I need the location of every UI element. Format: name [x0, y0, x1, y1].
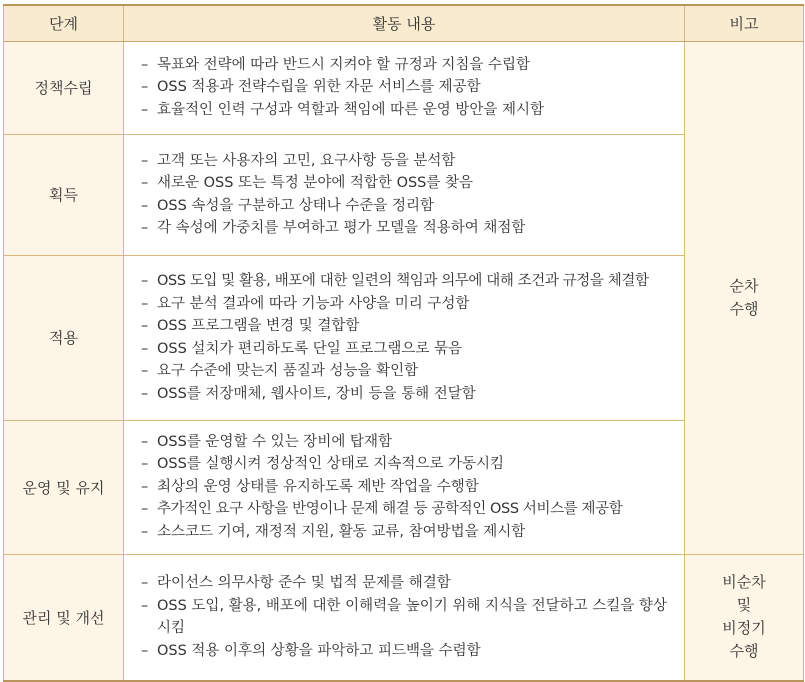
- activity-cell: [124, 134, 685, 255]
- table-row: [4, 554, 804, 681]
- activity-list: [141, 431, 678, 544]
- stage-cell: 적용: [4, 255, 124, 420]
- note-line: 및: [736, 596, 752, 615]
- header-stage: 단계: [4, 5, 124, 41]
- stage-cell: 정책수립: [4, 41, 124, 134]
- note-line: 순차: [729, 276, 759, 295]
- activity-cell: [124, 420, 685, 554]
- note-line: 수행: [729, 642, 759, 661]
- activity-cell: [124, 255, 685, 420]
- activity-item: – 소스코드 기여, 재정적 지원, 활동 교류, 참여방법을 제시함: [141, 521, 678, 544]
- note-cell-non-sequential: [685, 554, 804, 681]
- activity-item: – OSS 적용 이후의 상황을 파악하고 피드백을 수렴함: [141, 640, 678, 663]
- activity-item: – 최상의 운영 상태를 유지하도록 제반 작업을 수행함: [141, 476, 678, 499]
- activity-item: – OSS를 저장매체, 웹사이트, 장비 등을 통해 전달함: [141, 383, 678, 406]
- table-row: [4, 255, 804, 420]
- activity-item: – 고객 또는 사용자의 고민, 요구사항 등을 분석함: [141, 150, 678, 173]
- note-cell-sequential: [685, 41, 804, 554]
- activity-item: – 효율적인 인력 구성과 역할과 책임에 따른 운영 방안을 제시함: [141, 99, 678, 122]
- note-line: 수행: [729, 299, 759, 318]
- activity-list: [141, 572, 678, 662]
- activity-item: – 요구 수준에 맞는지 품질과 성능을 확인함: [141, 360, 678, 383]
- activity-item: – OSS 속성을 구분하고 상태나 수준을 정리함: [141, 195, 678, 218]
- activity-item: – 요구 분석 결과에 따라 기능과 사양을 미리 구성함: [141, 293, 678, 316]
- activity-item: – OSS를 운영할 수 있는 장비에 탑재함: [141, 431, 678, 454]
- header-note: 비고: [685, 5, 804, 41]
- activity-item: – 새로운 OSS 또는 특정 분야에 적합한 OSS를 찾음: [141, 172, 678, 195]
- note-line: 비정기: [722, 619, 766, 638]
- activity-list: [141, 54, 678, 122]
- table-row: [4, 41, 804, 134]
- oss-activity-table: [3, 4, 804, 682]
- activity-item: – OSS 도입 및 활용, 배포에 대한 일련의 책임과 의무에 대해 조건과 규정을 체결함: [141, 270, 678, 293]
- activity-cell: [124, 554, 685, 681]
- table-row: [4, 134, 804, 255]
- stage-cell: 관리 및 개선: [4, 554, 124, 681]
- activity-cell: [124, 41, 685, 134]
- header-activity: 활동 내용: [124, 5, 685, 41]
- stage-cell: 운영 및 유지: [4, 420, 124, 554]
- activity-item: – 추가적인 요구 사항을 반영이나 문제 해결 등 공학적인 OSS 서비스를 제공함: [141, 498, 678, 521]
- activity-item: – OSS 적용과 전략수립을 위한 자문 서비스를 제공함: [141, 76, 678, 99]
- table-row: [4, 420, 804, 554]
- activity-item: – 목표와 전략에 따라 반드시 지켜야 할 규정과 지침을 수립함: [141, 54, 678, 77]
- activity-item: – OSS 프로그램을 변경 및 결합함: [141, 315, 678, 338]
- activity-item: – OSS 도입, 활용, 배포에 대한 이해력을 높이기 위해 지식을 전달하고 스킬을 향상시킴: [141, 595, 678, 640]
- activity-item: – OSS 설치가 편리하도록 단일 프로그램으로 묶음: [141, 338, 678, 361]
- activity-item: – 각 속성에 가중치를 부여하고 평가 모델을 적용하여 채점함: [141, 217, 678, 240]
- stage-cell: 획득: [4, 134, 124, 255]
- note-line: 비순차: [722, 573, 766, 592]
- activity-list: [141, 270, 678, 405]
- activity-item: – OSS를 실행시켜 정상적인 상태로 지속적으로 가동시킴: [141, 453, 678, 476]
- header-row: [4, 5, 804, 41]
- activity-item: – 라이선스 의무사항 준수 및 법적 문제를 해결함: [141, 572, 678, 595]
- activity-list: [141, 150, 678, 240]
